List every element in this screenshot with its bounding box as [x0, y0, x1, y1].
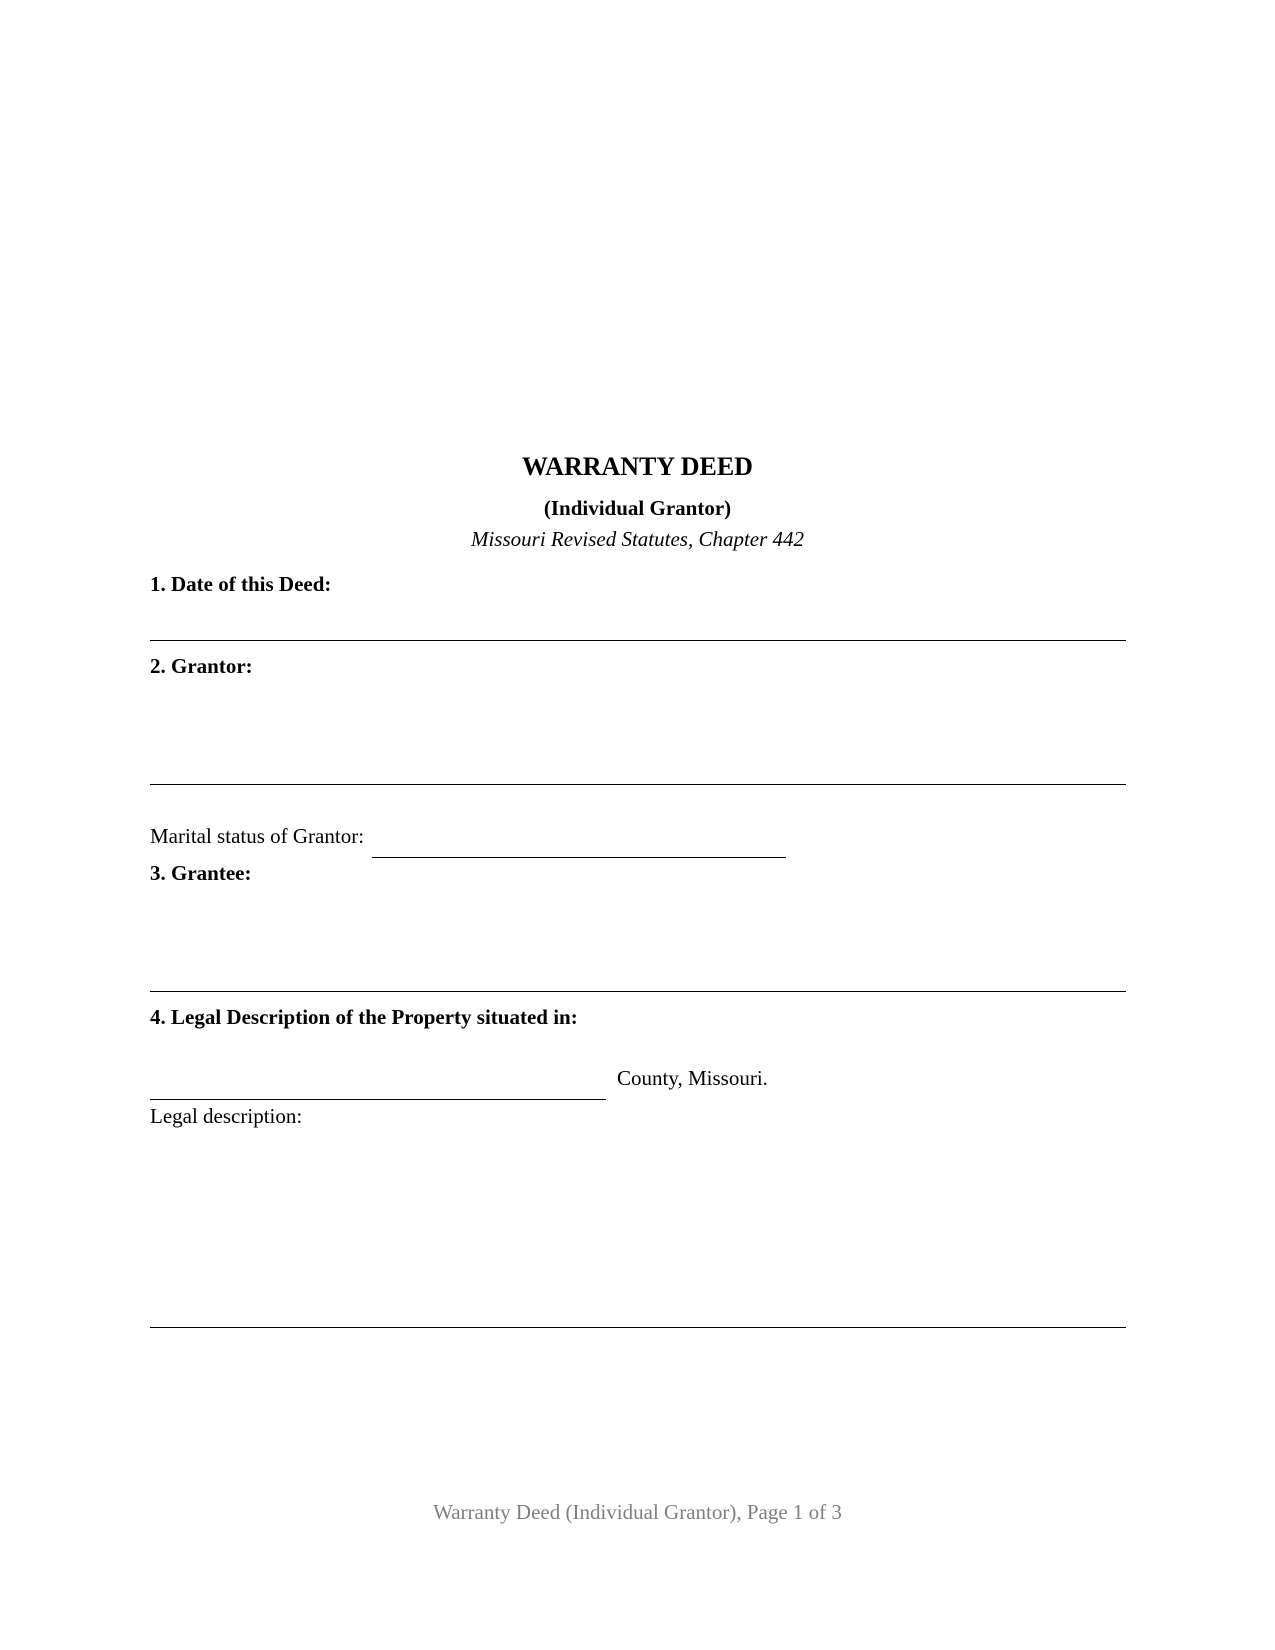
date-field-line[interactable] — [150, 640, 1126, 641]
legal-description-field-line[interactable] — [150, 1327, 1126, 1328]
legal-description-heading: 4. Legal Description of the Property situated in: — [150, 1005, 578, 1029]
date-heading: 1. Date of this Deed: — [150, 572, 332, 596]
county-field-line[interactable] — [150, 1099, 606, 1100]
document-title: WARRANTY DEED — [522, 452, 753, 481]
page-footer: Warranty Deed (Individual Grantor), Page 1 of 3 — [433, 1500, 842, 1524]
marital-status-label: Marital status of Grantor: — [150, 824, 365, 848]
grantor-field-line[interactable] — [150, 784, 1126, 785]
county-suffix: County, Missouri. — [617, 1066, 768, 1090]
marital-status-field-line[interactable] — [372, 857, 786, 858]
legal-description-label: Legal description: — [150, 1104, 303, 1128]
statute-reference: Missouri Revised Statutes, Chapter 442 — [470, 527, 805, 551]
grantee-heading: 3. Grantee: — [150, 861, 252, 885]
grantee-field-line[interactable] — [150, 991, 1126, 992]
document-subtitle: (Individual Grantor) — [543, 496, 732, 520]
grantor-heading: 2. Grantor: — [150, 654, 253, 678]
